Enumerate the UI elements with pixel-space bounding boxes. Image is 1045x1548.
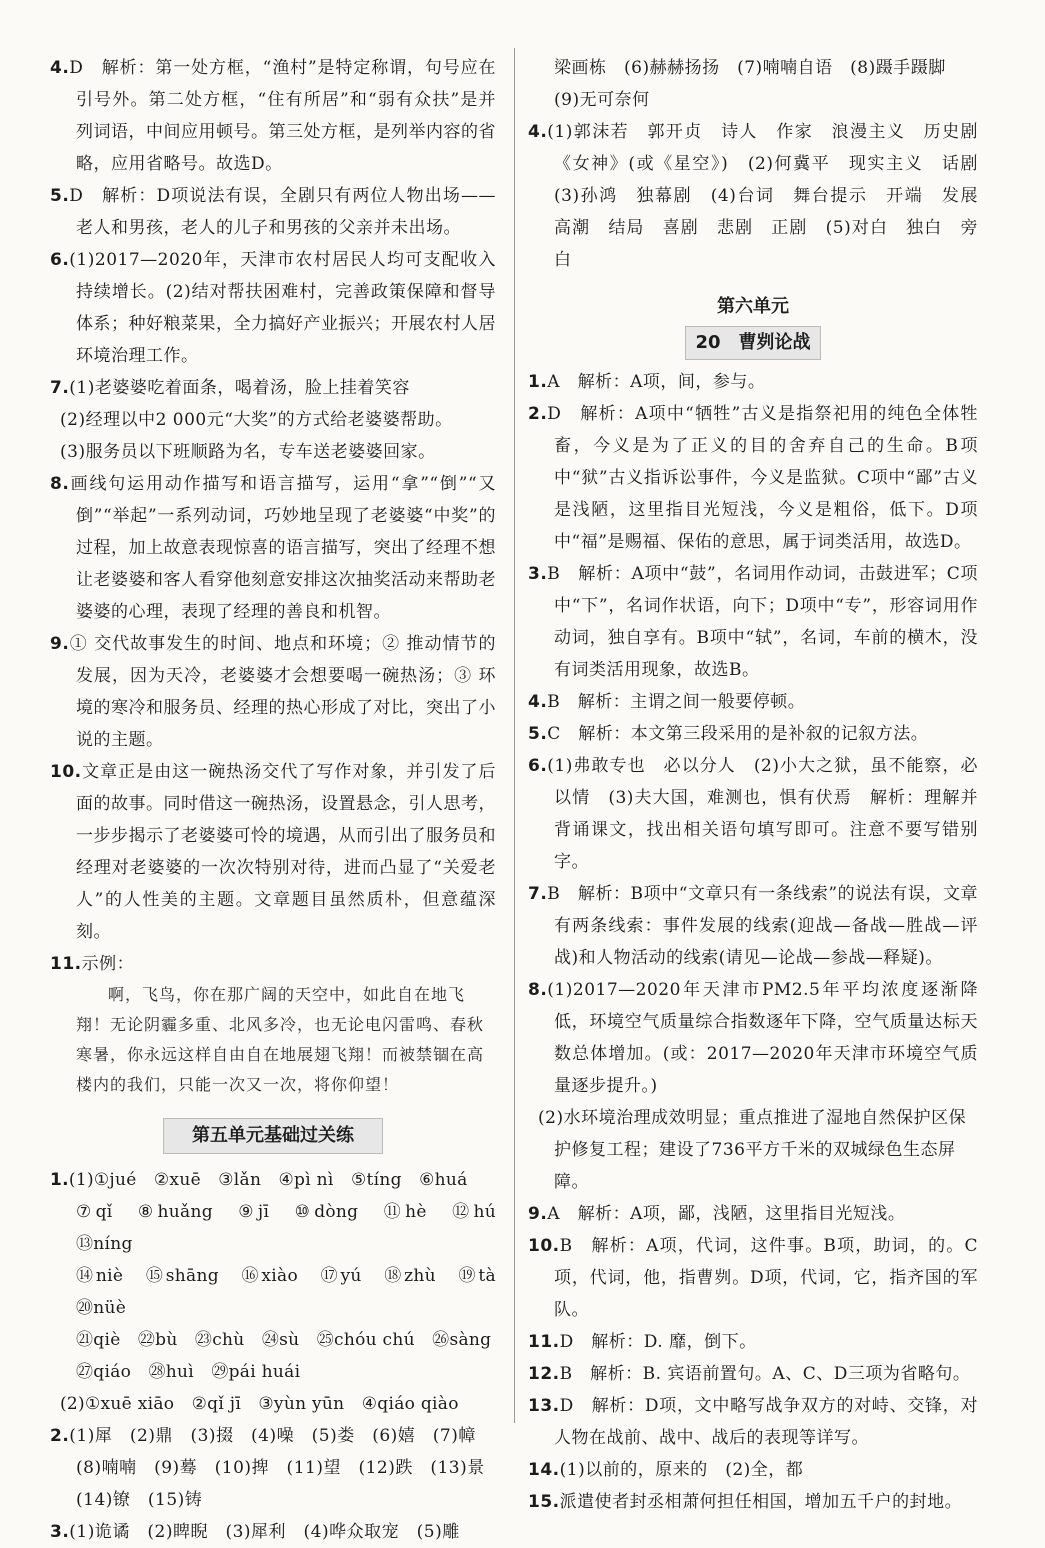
- answer-subline: (3)服务员以下班顺路为名，专车送老婆婆回家。: [60, 442, 436, 462]
- answer-item: 11.示例：: [50, 954, 135, 974]
- answer-item: 10.文章正是由这一碗热汤交代了写作对象，并引发了后面的故事。同时借这一碗热汤，设置悬念，引人思考，一步步揭示了老婆婆可怜的境遇，从而引出了服务员和经理对老婆婆的一次次特别对待，进而凸显了“关爱老人”的人性美的主题。文章题目虽然质朴，但意蕴深刻。: [50, 762, 496, 942]
- answer-item: 1.A 解析：A项，间，参与。: [528, 372, 766, 392]
- answer-line: ⑭niè ⑮shāng ⑯xiào ⑰yú ⑱zhù ⑲tà ⑳nüè: [76, 1266, 514, 1318]
- answer-item: 3.(1)诡谲 (2)睥睨 (3)犀利 (4)哗众取宠 (5)雕: [50, 1522, 460, 1542]
- answer-item: 12.B 解析：B. 宾语前置句。A、C、D三项为省略句。: [528, 1364, 971, 1384]
- lesson-title: 20 曹刿论战: [685, 326, 821, 360]
- unit-title: 第六单元: [717, 296, 789, 317]
- answer-item: 14.(1)以前的，原来的 (2)全，都: [528, 1460, 804, 1480]
- answer-item: 4.D 解析：第一处方框，“渔村”是特定称谓，句号应在引号外。第二处方框，“住有所居”和“弱有众扶”是并列词语，中间应用顿号。第三处方框，是列举内容的省略，应用省略号。故选D。: [50, 58, 496, 174]
- answer-item: 2.D 解析：A项中“牺牲”古义是指祭祀用的纯色全体牲畜，今义是为了正义的目的舍弃自己的生命。B项中“狱”古义指诉讼事件，今义是监狱。C项中“鄙”古义是浅陋，这里指目光短浅，今义是粗俗，低下。D项中“福”是赐福、保佑的意思，属于词类活用，故选D。: [528, 404, 978, 552]
- answer-line: (8)喃喃 (9)蓦 (10)捭 (11)望 (12)跌 (13)景: [76, 1458, 485, 1478]
- answer-item: 8.(1)2017—2020年天津市PM2.5年平均浓度逐渐降低，环境空气质量综合指数逐年下降，空气质量达标天数总体增加。(或：2017—2020年天津市环境空气质量逐步提升。): [528, 980, 978, 1096]
- answer-item: 3.B 解析：A项中“鼓”，名词用作动词，击鼓进军；C项中“下”，名词作状语，向下；D项中“专”，形容词用作动词，独自享有。B项中“轼”，名词，车前的横木，没有词类活用现象，故选B。: [528, 564, 978, 680]
- section-heading: 第五单元基础过关练: [163, 1118, 383, 1154]
- column-divider: [514, 48, 515, 1423]
- answer-item: 1.(1)①jué ②xuē ③lǎn ④pì nì ⑤tíng ⑥huá: [50, 1170, 468, 1190]
- answer-line: (9)无可奈何: [554, 90, 650, 110]
- answer-item: 5.D 解析：D项说法有误，全剧只有两位人物出场——老人和男孩，老人的儿子和男孩的父亲并未出场。: [50, 186, 496, 238]
- answer-line: ⑦qǐ ⑧huǎng ⑨jī ⑩dòng ⑪hè ⑫hú ⑬níng: [76, 1202, 514, 1254]
- answer-item: 7.B 解析：B项中“文章只有一条线索”的说法有误，文章有两条线索：事件发展的线索(迎战—备战—胜战—评战)和人物活动的线索(请见—论战—参战—释疑)。: [528, 884, 978, 968]
- answer-item: 10.B 解析：A项，代词，这件事。B项，助词，的。C项，代词，他，指曹刿。D项，代词，它，指齐国的军队。: [528, 1236, 978, 1320]
- answer-line: ㉑qiè ㉒bù ㉓chù ㉔sù ㉕chóu chú ㉖sàng: [76, 1330, 492, 1350]
- answer-line: (14)镣 (15)铸: [76, 1490, 203, 1510]
- answer-item: 2.(1)犀 (2)鼎 (3)掇 (4)噪 (5)娄 (6)嬉 (7)幛: [50, 1426, 476, 1446]
- answer-subline: (2)①xuē xiāo ②qǐ jī ③yùn yūn ④qiáo qiào: [60, 1394, 459, 1414]
- answer-item: 6.(1)弗敢专也 必以分人 (2)小大之狱，虽不能察，必以情 (3)夫大国，难测也，惧有伏焉 解析：理解并背诵课文，找出相关语句填写即可。注意不要写错别字。: [528, 756, 978, 872]
- answer-item: 4.(1)郭沫若 郭开贞 诗人 作家 浪漫主义 历史剧《女神》(或《星空》) (2)何冀平 现实主义 话剧 (3)孙鸿 独幕剧 (4)台词 舞台提示 开端 发展 高潮 结局 喜剧 悲剧 正剧 (5)对白 独白 旁白: [528, 122, 996, 270]
- answer-item: 9.A 解析：A项，鄙，浅陋，这里指目光短浅。: [528, 1204, 906, 1224]
- answer-item: 6.(1)2017—2020年，天津市农村居民人均可支配收入持续增长。(2)结对帮扶困难村，完善政策保障和督导体系；种好粮菜果，全力搞好产业振兴；开展农村人居环境治理工作。: [50, 250, 496, 366]
- answer-line: ㉗qiáo ㉘huì ㉙pái huái: [76, 1362, 301, 1382]
- answer-line: 梁画栋 (6)赫赫扬扬 (7)喃喃自语 (8)蹑手蹑脚: [554, 58, 946, 78]
- right-column: [528, 52, 996, 1518]
- answer-subline: (2)水环境治理成效明显；重点推进了湿地自然保护区保护修复工程；建设了736平方千米的双城绿色生态屏障。: [538, 1108, 967, 1192]
- answer-item: 9.① 交代故事发生的时间、地点和环境；② 推动情节的发展，因为天冷，老婆婆才会想要喝一碗热汤；③ 环境的寒冷和服务员、经理的热心形成了对比，突出了小说的主题。: [50, 634, 496, 750]
- answer-item: 4.B 解析：主谓之间一般要停顿。: [528, 692, 806, 712]
- answer-subline: (2)经理以中2 000元“大奖”的方式给老婆婆帮助。: [60, 410, 453, 430]
- answer-item: 15.派遣使者封丞相萧何担任相国，增加五千户的封地。: [528, 1492, 963, 1512]
- answer-item: 7.(1)老婆婆吃着面条，喝着汤，脸上挂着笑容: [50, 378, 410, 398]
- answer-item: 8.画线句运用动作描写和语言描写，运用“拿”“倒”“又倒”“举起”一系列动词，巧妙地呈现了老婆婆“中奖”的过程，加上故意表现惊喜的语言描写，突出了经理不想让老婆婆和客人看穿他刻意安排这次抽奖活动来帮助老婆婆的心理，表现了经理的善良和机智。: [50, 474, 496, 622]
- answer-item: 13.D 解析：D项，文中略写战争双方的对峙、交锋，对人物在战前、战中、战后的表现等详写。: [528, 1396, 978, 1448]
- answer-item: 5.C 解析：本文第三段采用的是补叙的记叙方法。: [528, 724, 929, 744]
- answer-item: 11.D 解析：D. 靡，倒下。: [528, 1332, 757, 1352]
- left-column: [50, 52, 514, 1548]
- sample-essay: 啊，飞鸟，你在那广阔的天空中，如此自在地飞翔！无论阴霾多重、北风多冷，也无论电闪雷鸣、春秋寒暑，你永远这样自由自在地展翅飞翔！而被禁锢在高楼内的我们，只能一次又一次，将你仰望！: [76, 985, 485, 1094]
